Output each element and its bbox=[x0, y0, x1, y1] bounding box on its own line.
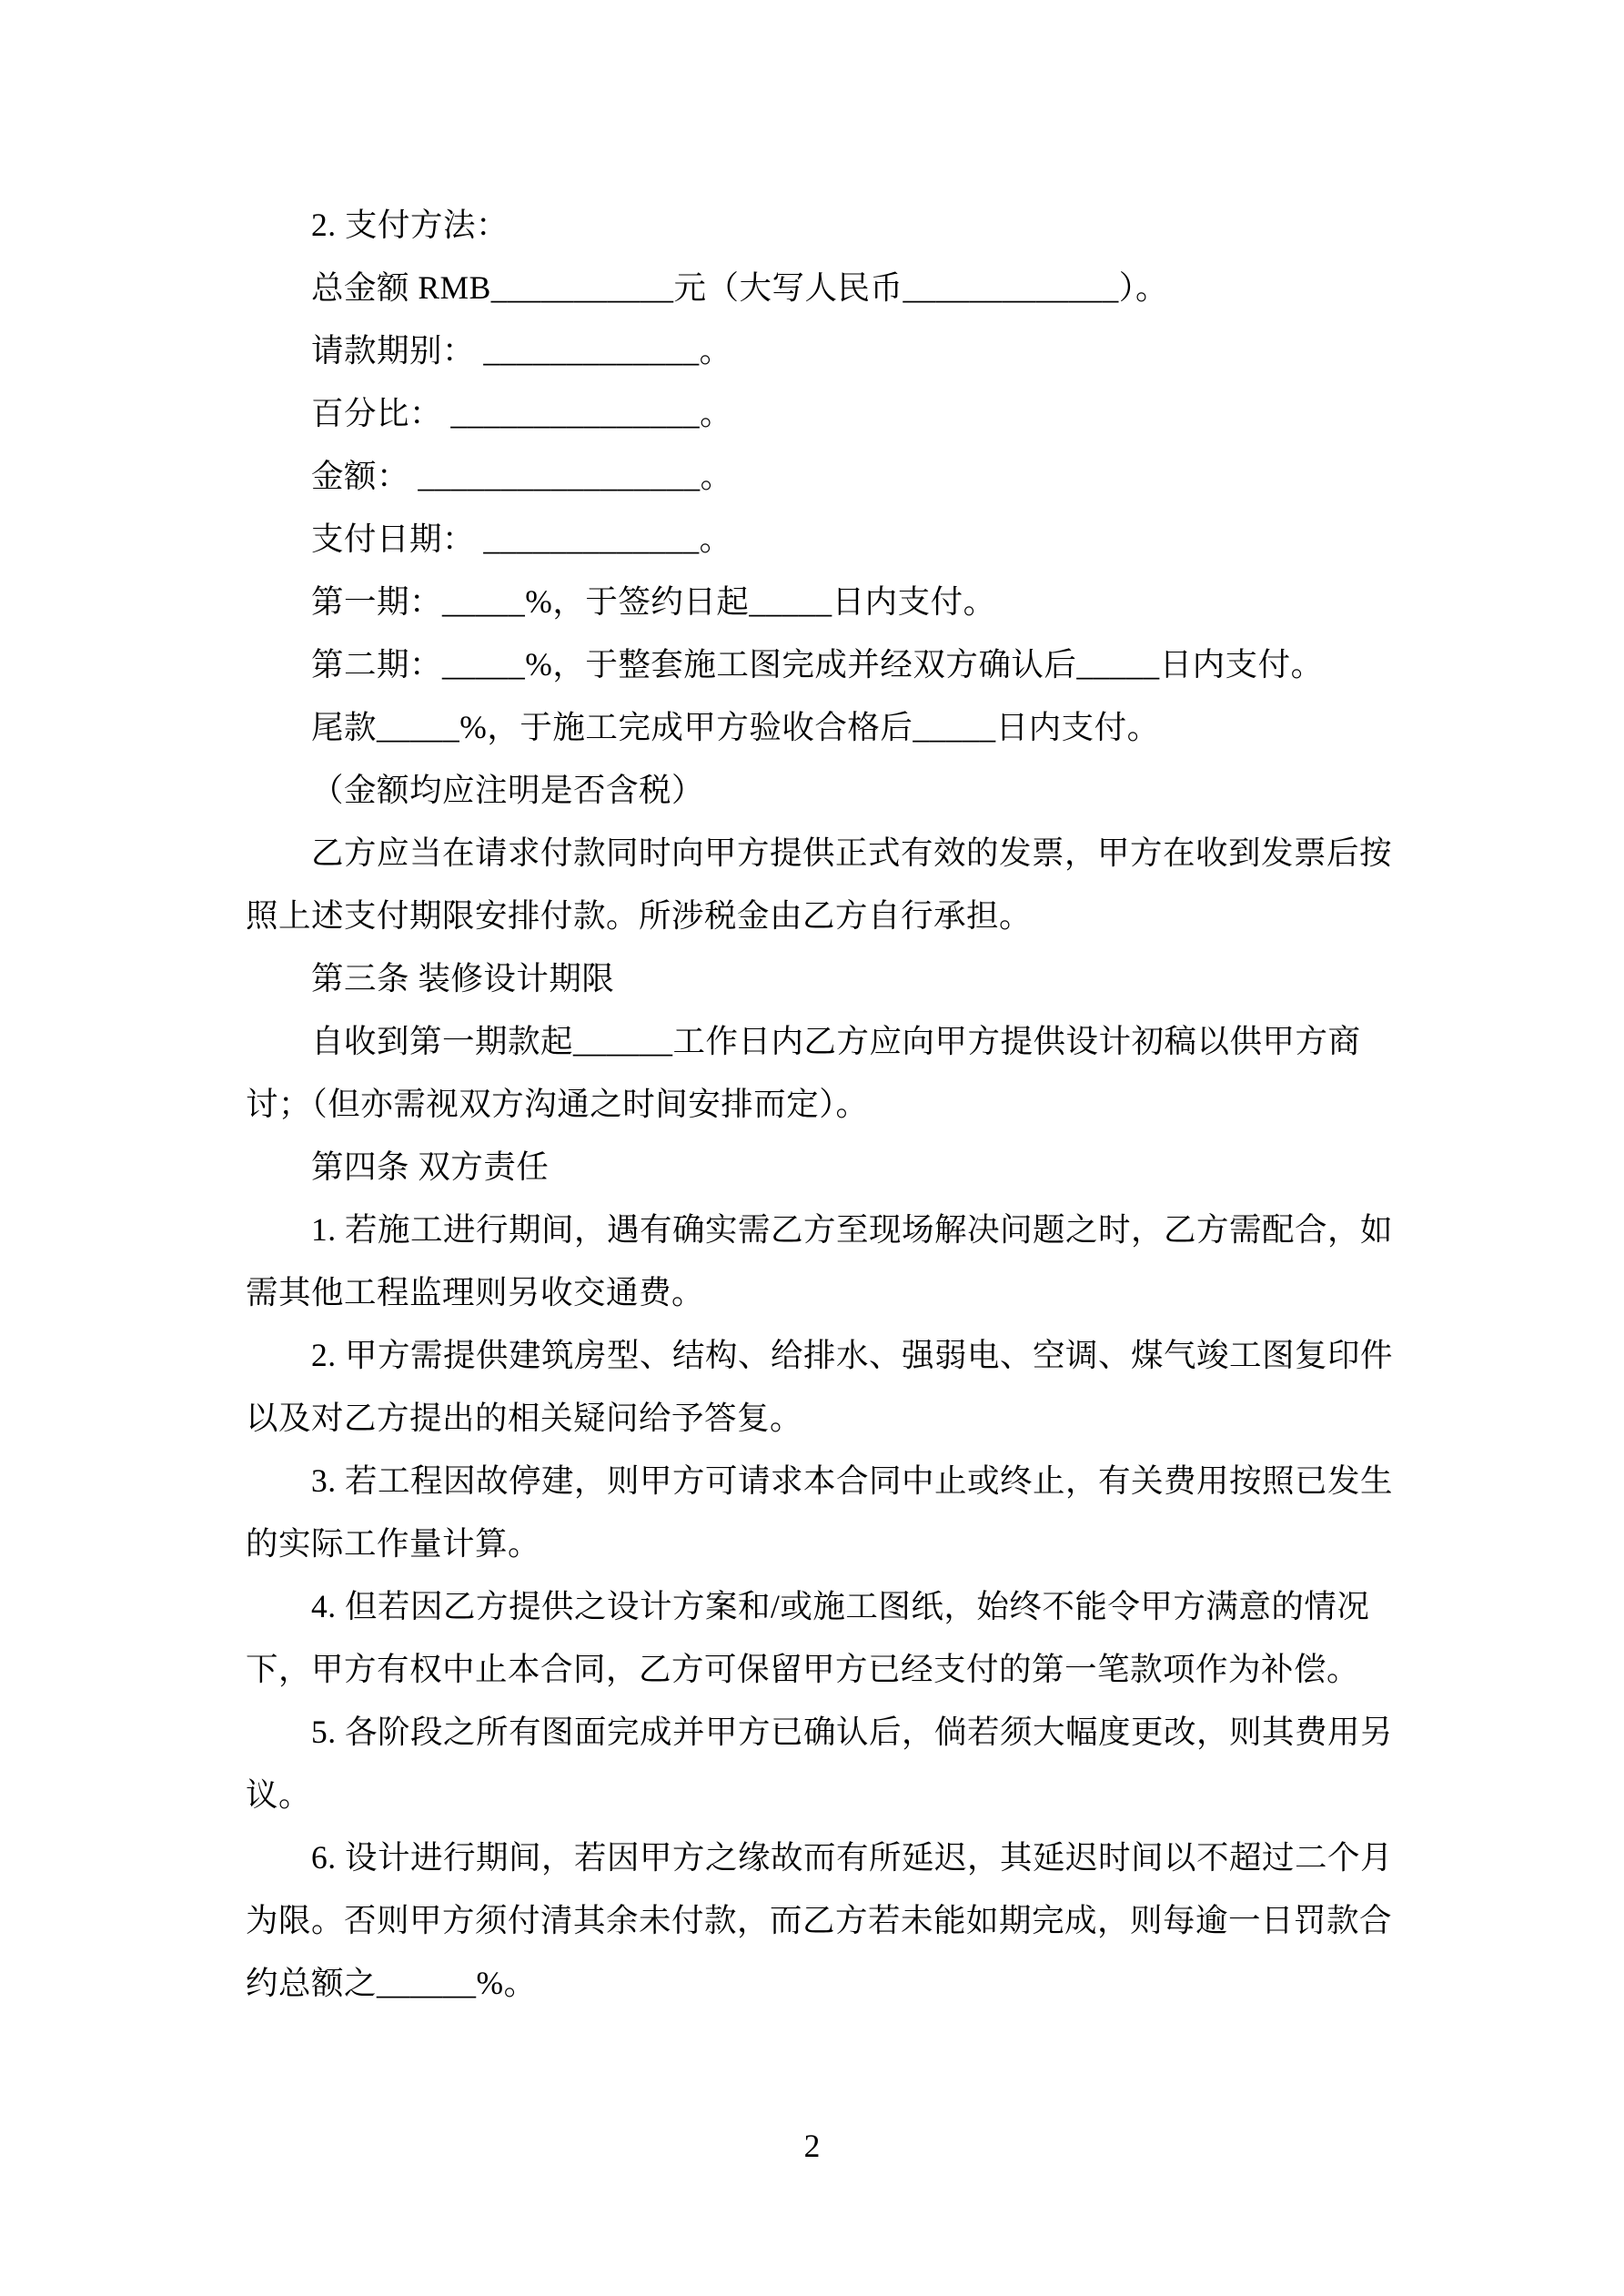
contract-text-block bbox=[246, 194, 1410, 2015]
text-line: 尾款_____%，于施工完成甲方验收合格后_____日内支付。 bbox=[311, 709, 1160, 745]
text-line: 为限。否则甲方须付清其余未付款，而乙方若未能如期完成，则每逾一日罚款合 bbox=[246, 1902, 1393, 1938]
text-line: 第一期：_____%，于签约日起_____日内支付。 bbox=[311, 583, 996, 620]
text-line: 讨；（但亦需视双方沟通之时间安排而定）。 bbox=[246, 1086, 869, 1122]
text-line: 2. 甲方需提供建筑房型、结构、给排水、强弱电、空调、煤气竣工图复印件 bbox=[311, 1337, 1394, 1373]
text-line: 金额： _________________。 bbox=[311, 458, 733, 494]
text-line: 的实际工作量计算。 bbox=[246, 1525, 541, 1562]
text-line: 第四条 双方责任 bbox=[311, 1148, 550, 1185]
text-line: 总金额 RMB___________元（大写人民币_____________）。 bbox=[311, 269, 1169, 306]
text-line: 6. 设计进行期间，若因甲方之缘故而有所延迟，其延迟时间以不超过二个月 bbox=[311, 1839, 1394, 1876]
text-line: 第二期：_____%，于整套施工图完成并经双方确认后_____日内支付。 bbox=[311, 646, 1324, 683]
text-line: 百分比： _______________。 bbox=[311, 395, 733, 431]
text-line: 5. 各阶段之所有图面完成并甲方已确认后，倘若须大幅度更改，则其费用另 bbox=[311, 1714, 1394, 1750]
text-line: 下，甲方有权中止本合同，乙方可保留甲方已经支付的第一笔款项作为补偿。 bbox=[246, 1651, 1360, 1687]
text-line: 议。 bbox=[246, 1776, 312, 1813]
text-line: 请款期别： _____________。 bbox=[311, 332, 732, 369]
text-line: 第三条 装修设计期限 bbox=[311, 960, 615, 996]
page-number: 2 bbox=[803, 2128, 821, 2164]
text-line: 乙方应当在请求付款同时向甲方提供正式有效的发票，甲方在收到发票后按 bbox=[311, 834, 1393, 871]
text-line: 3. 若工程因故停建，则甲方可请求本合同中止或终止，有关费用按照已发生 bbox=[311, 1462, 1394, 1499]
text-line: 支付日期： _____________。 bbox=[311, 521, 732, 557]
text-line: 自收到第一期款起______工作日内乙方应向甲方提供设计初稿以供甲方商 bbox=[311, 1023, 1361, 1059]
text-line: 以及对乙方提出的相关疑问给予答复。 bbox=[246, 1400, 803, 1436]
text-line: 2. 支付方法： bbox=[311, 207, 509, 243]
text-line: 1. 若施工进行期间，遇有确实需乙方至现场解决问题之时，乙方需配合，如 bbox=[311, 1211, 1394, 1248]
text-line: 需其他工程监理则另收交通费。 bbox=[246, 1274, 705, 1310]
text-line: （金额均应注明是否含税） bbox=[311, 772, 705, 808]
text-line: 约总额之______%。 bbox=[246, 1965, 537, 2001]
text-line: 照上述支付期限安排付款。所涉税金由乙方自行承担。 bbox=[246, 897, 1033, 934]
text-line: 4. 但若因乙方提供之设计方案和/或施工图纸，始终不能令甲方满意的情况 bbox=[311, 1588, 1370, 1624]
